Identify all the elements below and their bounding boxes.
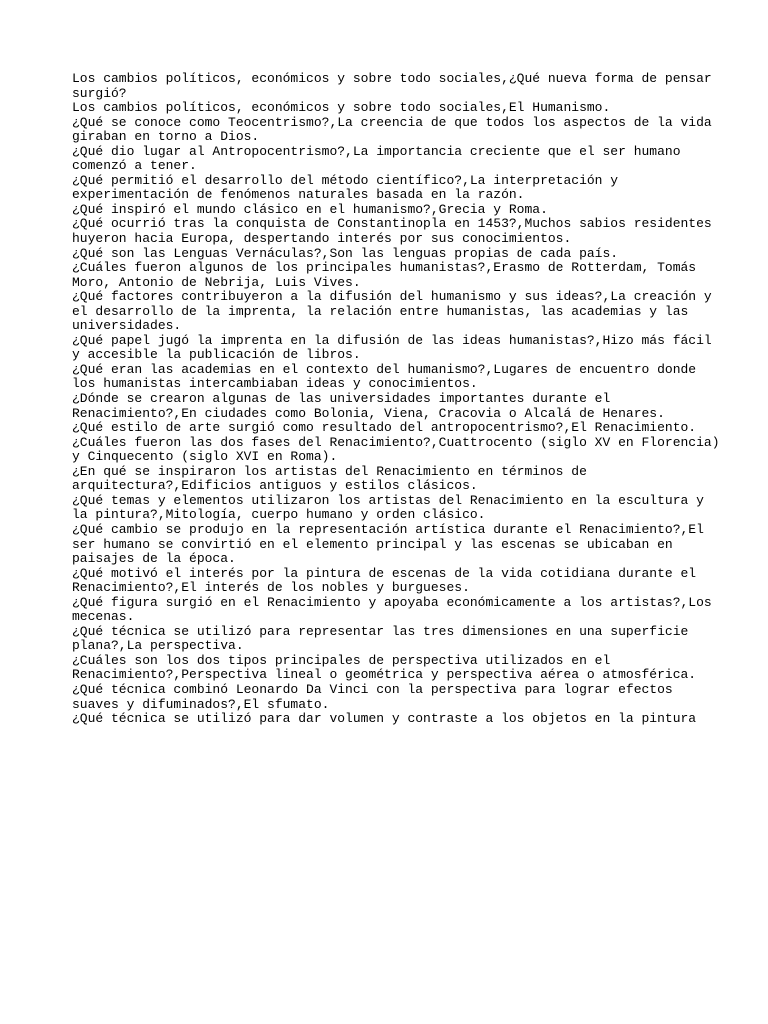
text-line: ¿Qué son las Lenguas Vernáculas?,Son las lenguas propias de cada país. bbox=[72, 245, 619, 261]
text-line: ser humano se convirtió en el elemento principal y las escenas se ubicaban en bbox=[72, 536, 673, 552]
text-line: ¿Dónde se crearon algunas de las universidades importantes durante el bbox=[72, 391, 611, 407]
text-line: ¿Cuáles son los dos tipos principales de perspectiva utilizados en el bbox=[72, 652, 611, 668]
text-line: comenzó a tener. bbox=[72, 158, 197, 174]
text-line: ¿Qué papel jugó la imprenta en la difusión de las ideas humanistas?,Hizo más fácil bbox=[72, 332, 712, 348]
text-line: ¿Qué se conoce como Teocentrismo?,La creencia de que todos los aspectos de la vida bbox=[72, 114, 712, 130]
text-line: ¿En qué se inspiraron los artistas del Renacimiento en términos de bbox=[72, 463, 587, 479]
text-line: Los cambios políticos, económicos y sobre todo sociales,¿Qué nueva forma de pensar bbox=[72, 71, 712, 86]
text-line: suaves y difuminados?,El sfumato. bbox=[72, 696, 330, 712]
text-line: arquitectura?,Edificios antiguos y estilos clásicos. bbox=[72, 478, 478, 494]
text-line: Renacimiento?,En ciudades como Bolonia, Viena, Cracovia o Alcalá de Henares. bbox=[72, 405, 665, 421]
text-line: ¿Cuáles fueron algunos de los principales humanistas?,Erasmo de Rotterdam, Tomás bbox=[72, 260, 697, 276]
text-line: surgió? bbox=[72, 85, 127, 101]
text-line: Los cambios políticos, económicos y sobre todo sociales,El Humanismo. bbox=[72, 100, 611, 116]
text-line: paisajes de la época. bbox=[72, 551, 236, 567]
text-line: los humanistas intercambiaban ideas y conocimientos. bbox=[72, 376, 478, 392]
document-page bbox=[72, 71, 720, 727]
text-line: el desarrollo de la imprenta, la relación entre humanistas, las academias y las bbox=[72, 303, 689, 319]
text-line: huyeron hacia Europa, despertando interés por sus conocimientos. bbox=[72, 231, 572, 247]
text-line: ¿Qué dio lugar al Antropocentrismo?,La importancia creciente que el ser humano bbox=[72, 143, 681, 159]
text-line: ¿Qué cambio se produjo en la representación artística durante el Renacimiento?,El bbox=[72, 521, 704, 537]
text-line: la pintura?,Mitología, cuerpo humano y orden clásico. bbox=[72, 507, 486, 523]
text-line: universidades. bbox=[72, 318, 182, 334]
text-line: ¿Qué técnica se utilizó para representar las tres dimensiones en una superficie bbox=[72, 623, 689, 639]
text-line: ¿Qué temas y elementos utilizaron los artistas del Renacimiento en la escultura y bbox=[72, 492, 704, 508]
text-line: giraban en torno a Dios. bbox=[72, 129, 260, 145]
text-line: ¿Qué figura surgió en el Renacimiento y apoyaba económicamente a los artistas?,Los bbox=[72, 594, 712, 610]
text-line: ¿Qué permitió el desarrollo del método científico?,La interpretación y bbox=[72, 172, 619, 188]
text-line: ¿Qué técnica combinó Leonardo Da Vinci con la perspectiva para lograr efectos bbox=[72, 681, 673, 697]
text-line: ¿Qué ocurrió tras la conquista de Constantinopla en 1453?,Muchos sabios residentes bbox=[72, 216, 712, 232]
text-line: Renacimiento?,Perspectiva lineal o geométrica y perspectiva aérea o atmosférica. bbox=[72, 667, 697, 683]
text-line: experimentación de fenómenos naturales basada en la razón. bbox=[72, 187, 525, 203]
text-line: ¿Qué motivó el interés por la pintura de escenas de la vida cotidiana durante el bbox=[72, 565, 697, 581]
text-line: y accesible la publicación de libros. bbox=[72, 347, 361, 363]
text-line: ¿Cuáles fueron las dos fases del Renacimiento?,Cuattrocento (siglo XV en Florencia) bbox=[72, 434, 720, 450]
text-line: ¿Qué factores contribuyeron a la difusión del humanismo y sus ideas?,La creación y bbox=[72, 289, 712, 305]
text-line: ¿Qué técnica se utilizó para dar volumen y contraste a los objetos en la pintura bbox=[72, 711, 697, 727]
text-line: ¿Qué eran las academias en el contexto del humanismo?,Lugares de encuentro donde bbox=[72, 361, 697, 377]
text-line: y Cinquecento (siglo XVI en Roma). bbox=[72, 449, 338, 465]
text-line: Renacimiento?,El interés de los nobles y burgueses. bbox=[72, 580, 470, 596]
text-line: ¿Qué estilo de arte surgió como resultado del antropocentrismo?,El Renacimiento. bbox=[72, 420, 697, 436]
text-line: Moro, Antonio de Nebrija, Luis Vives. bbox=[72, 274, 361, 290]
text-line: mecenas. bbox=[72, 609, 135, 625]
text-line: plana?,La perspectiva. bbox=[72, 638, 244, 654]
text-line: ¿Qué inspiró el mundo clásico en el humanismo?,Grecia y Roma. bbox=[72, 201, 548, 217]
